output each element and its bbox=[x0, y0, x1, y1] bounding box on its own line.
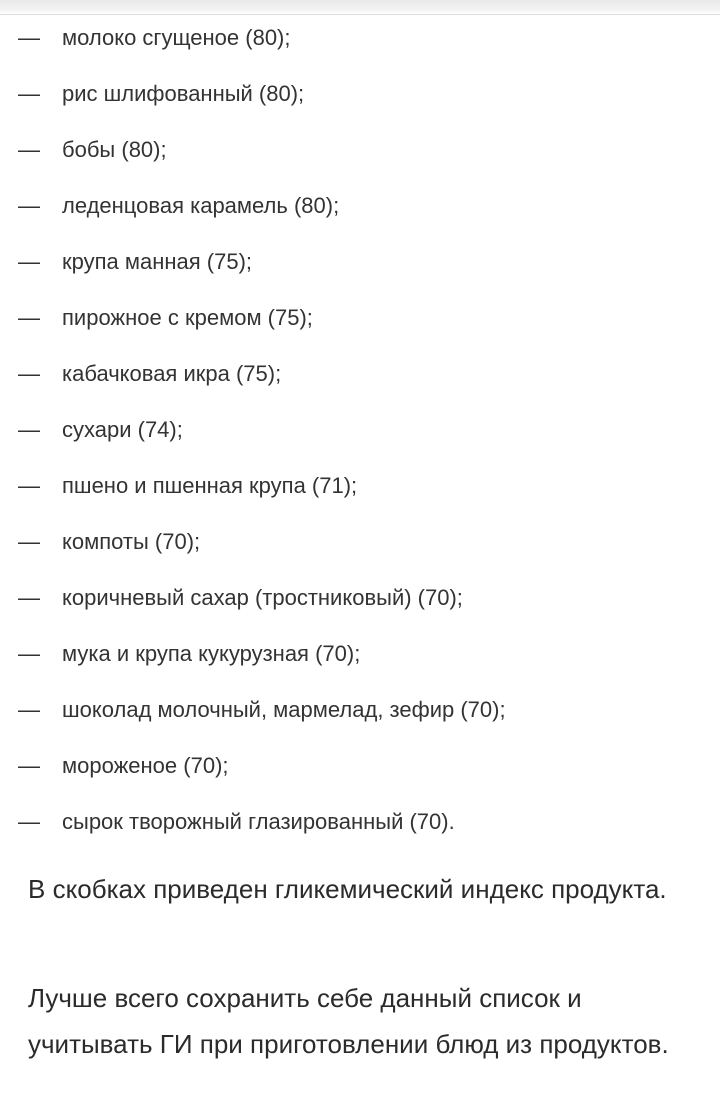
list-item-text: кабачковая икра (75); bbox=[62, 361, 282, 386]
list-dash-marker: — bbox=[18, 305, 40, 330]
list-item-text: шоколад молочный, мармелад, зефир (70); bbox=[62, 697, 506, 722]
list-item bbox=[0, 178, 720, 234]
list-item bbox=[0, 290, 720, 346]
list-dash-marker: — bbox=[18, 641, 40, 666]
list-item bbox=[0, 66, 720, 122]
list-dash-marker: — bbox=[18, 697, 40, 722]
list-item-text: мороженое (70); bbox=[62, 753, 229, 778]
list-dash-marker: — bbox=[18, 81, 40, 106]
glycemic-index-note-paragraph: В скобках приведен гликемический индекс продукта. bbox=[28, 874, 667, 904]
glycemic-index-list bbox=[0, 10, 720, 850]
list-item bbox=[0, 122, 720, 178]
list-item-text: бобы (80); bbox=[62, 137, 167, 162]
list-dash-marker: — bbox=[18, 473, 40, 498]
list-item bbox=[0, 402, 720, 458]
list-item bbox=[0, 10, 720, 66]
list-item-text: пирожное с кремом (75); bbox=[62, 305, 313, 330]
list-item-text: крупа манная (75); bbox=[62, 249, 253, 274]
list-dash-marker: — bbox=[18, 585, 40, 610]
list-dash-marker: — bbox=[18, 809, 40, 834]
list-item-text: компоты (70); bbox=[62, 529, 201, 554]
list-item bbox=[0, 234, 720, 290]
list-item bbox=[0, 626, 720, 682]
list-dash-marker: — bbox=[18, 529, 40, 554]
list-dash-marker: — bbox=[18, 417, 40, 442]
save-list-advice-paragraph: Лучше всего сохранить себе данный список и учитывать ГИ при приготовлении блюд из продуктов. bbox=[28, 983, 669, 1059]
list-item-text: мука и крупа кукурузная (70); bbox=[62, 641, 361, 666]
list-item-text: леденцовая карамель (80); bbox=[62, 193, 340, 218]
list-item bbox=[0, 458, 720, 514]
list-dash-marker: — bbox=[18, 361, 40, 386]
list-item bbox=[0, 346, 720, 402]
list-item-text: рис шлифованный (80); bbox=[62, 81, 305, 106]
list-item-text: коричневый сахар (тростниковый) (70); bbox=[62, 585, 463, 610]
list-dash-marker: — bbox=[18, 753, 40, 778]
list-item bbox=[0, 738, 720, 794]
list-item bbox=[0, 682, 720, 738]
list-dash-marker: — bbox=[18, 25, 40, 50]
list-dash-marker: — bbox=[18, 249, 40, 274]
list-item bbox=[0, 514, 720, 570]
list-item-text: молоко сгущеное (80); bbox=[62, 25, 291, 50]
list-item bbox=[0, 794, 720, 850]
list-dash-marker: — bbox=[18, 193, 40, 218]
list-item-text: сухари (74); bbox=[62, 417, 183, 442]
list-dash-marker: — bbox=[18, 137, 40, 162]
list-item bbox=[0, 570, 720, 626]
list-item-text: пшено и пшенная крупа (71); bbox=[62, 473, 358, 498]
list-item-text: сырок творожный глазированный (70). bbox=[62, 809, 455, 834]
